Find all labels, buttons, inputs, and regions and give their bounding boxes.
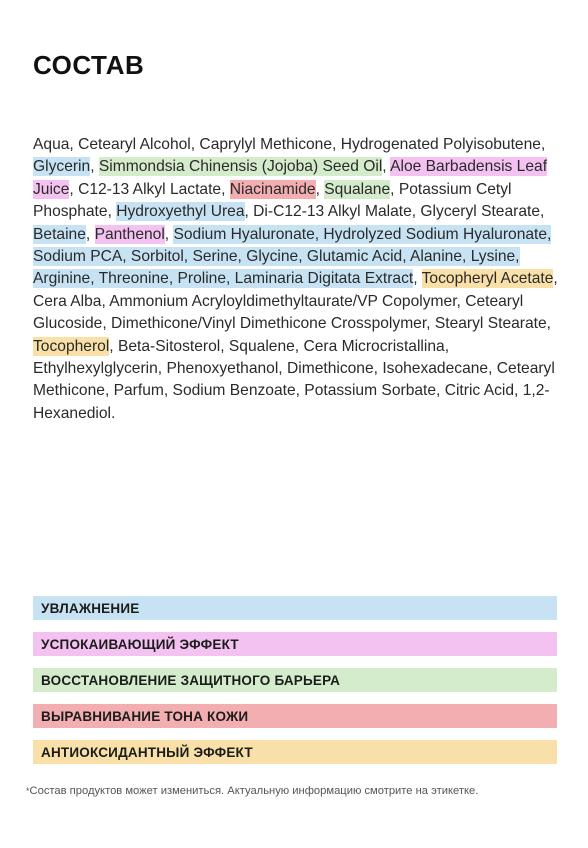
ingredient-text: , xyxy=(164,225,174,243)
ingredient-highlight-moisturizing: Sodium Hyaluronate, Hydrolyzed Sodium Hyaluronate, Sodium PCA, Sorbitol, Serine, Glycine, Glutamic Acid, Alanine, Lysine, Arginine, Threonine, Proline, Laminaria Digitata Extract xyxy=(33,225,552,288)
page-title: СОСТАВ xyxy=(33,50,145,80)
ingredient-highlight-soothing: Aloe Barbadensis Leaf Juice xyxy=(33,158,548,198)
ingredient-text: , Potassium Cetyl Phosphate, xyxy=(33,180,512,221)
ingredient-highlight-barrier: Squalane xyxy=(324,180,391,198)
legend-item-barrier xyxy=(33,668,557,692)
ingredient-text: Aqua, Cetearyl Alcohol, Caprylyl Methicone, Hydrogenated Polyisobutene, xyxy=(33,136,546,153)
ingredient-text: , Di-C12-13 Alkyl Malate, Glyceryl Stearate, xyxy=(244,203,545,221)
ingredient-highlight-barrier: Simmondsia Chinensis (Jojoba) Seed Oil xyxy=(98,158,383,176)
legend-item-moisturizing xyxy=(33,596,557,620)
footnote xyxy=(26,783,496,799)
ingredient-text: , xyxy=(90,158,99,176)
ingredient-highlight-moisturizing: Hydroxyethyl Urea xyxy=(116,203,245,221)
legend-label: АНТИОКСИДАНТНЫЙ ЭФФЕКТ xyxy=(41,744,253,760)
legend-item-tone xyxy=(33,704,557,728)
footnote-text: Состав продуктов может измениться. Актуальную информацию смотрите на этикетке. xyxy=(29,785,479,797)
legend-label: ВЫРАВНИВАНИЕ ТОНА КОЖИ xyxy=(41,708,249,724)
ingredient-text: , Cera Alba, Ammonium Acryloyldimethyltaurate/VP Copolymer, Cetearyl Glucoside, Dimethicone/Vinyl Dimethicone Crosspolymer, Stearyl Stearate, xyxy=(33,270,558,333)
legend-label: ВОССТАНОВЛЕНИЕ ЗАЩИТНОГО БАРЬЕРА xyxy=(41,672,341,688)
ingredient-text: , xyxy=(85,225,95,243)
legend-label: УСПОКАИВАЮЩИЙ ЭФФЕКТ xyxy=(41,636,239,652)
legend-item-soothing xyxy=(33,632,557,656)
ingredient-highlight-moisturizing: Glycerin xyxy=(33,158,91,176)
ingredient-text: , xyxy=(382,158,391,176)
ingredient-text: , xyxy=(315,180,325,198)
ingredient-highlight-soothing: Panthenol xyxy=(94,225,165,243)
legend-item-antioxidant xyxy=(33,740,557,764)
ingredient-text: , Beta-Sitosterol, Squalene, Cera Microcristallina, Ethylhexylglycerin, Phenoxyethanol, Dimethicone, Isohexadecane, Cetearyl Methicone, Parfum, Sodium Benzoate, Potassium Sorbate, Citric Acid, 1,2-Hexanediol. xyxy=(33,337,555,422)
ingredient-text: , xyxy=(413,270,422,288)
footnote-marker: * xyxy=(26,786,30,796)
ingredient-highlight-moisturizing: Betaine xyxy=(33,225,86,243)
ingredient-highlight-antioxidant: Tocopherol xyxy=(33,337,110,355)
ingredient-text: , C12-13 Alkyl Lactate, xyxy=(69,180,230,198)
ingredient-highlight-antioxidant: Tocopheryl Acetate xyxy=(421,270,554,288)
legend-label: УВЛАЖНЕНИЕ xyxy=(41,600,140,616)
ingredients-list xyxy=(33,134,563,425)
legend xyxy=(33,596,557,776)
ingredient-highlight-tone: Niacinamide xyxy=(229,180,316,198)
